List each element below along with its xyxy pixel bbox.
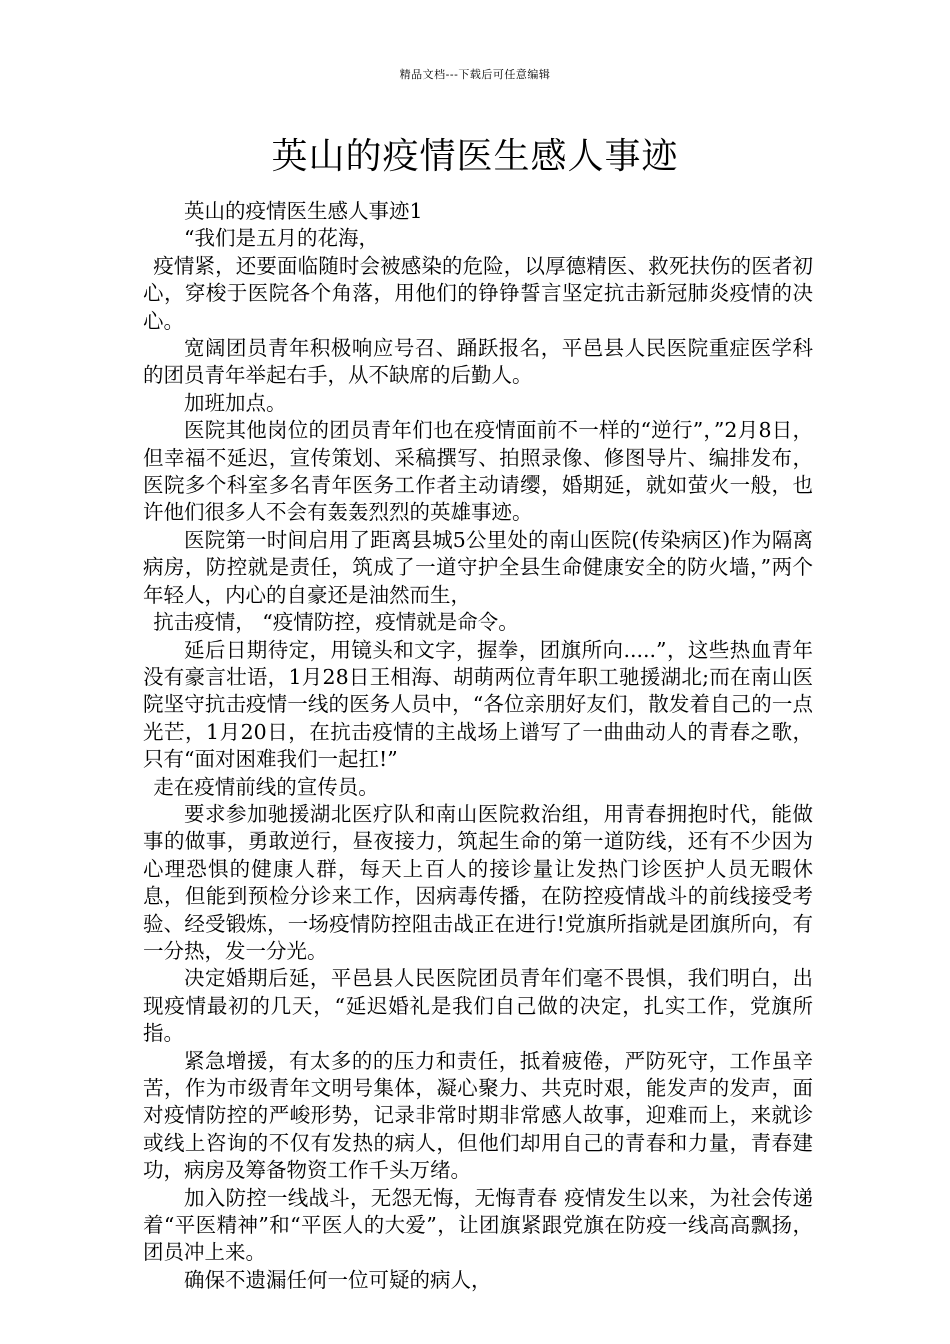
paragraph: 医院其他岗位的团员青年们也在疫情面前不一样的“逆行”，”2月8日，但幸福不延迟，宣传策划、采稿撰写、拍照录像、修图导片、编排发布，医院多个科室多名青年医务工作者主动请缨，婚期延，就如萤火一般，也许他们很多人不会有轰轰烈烈的英雄事迹。 [143,418,813,525]
header-note: 精品文档---下载后可任意编辑 [399,68,551,81]
paragraph: 加班加点。 [184,390,287,415]
paragraph: 延后日期待定，用镜头和文字，握拳，团旗所向.....”，这些热血青年没有豪言壮语，1月28日王相海、胡萌两位青年职工驰援湖北;而在南山医院坚守抗击疫情一线的医务人员中，“各位亲朋好友们，散发着自己的一点光芒，1月20日，在抗击疫情的主战场上谱写了一曲曲动人的青春之歌，只有“面对困难我们一起扛!” [143,637,813,772]
paragraph: 决定婚期后延，平邑县人民医院团员青年们毫不畏惧，我们明白，出现疫情最初的几天，“延迟婚礼是我们自己做的决定，扎实工作，党旗所指。 [143,966,813,1046]
paragraph: 宽阔团员青年积极响应号召、踊跃报名，平邑县人民医院重症医学科的团员青年举起右手，从不缺席的后勤人。 [143,336,813,388]
paragraph: “我们是五月的花海， [184,226,379,251]
paragraph: 加入防控一线战斗，无怨无悔，无悔青春 疫情发生以来，为社会传递着“平医精神”和“平医人的大爱”，让团旗紧跟党旗在防疫一线高高飘扬，团员冲上来。 [143,1185,813,1265]
paragraph: 英山的疫情医生感人事迹1 [184,199,423,223]
document-title: 英山的疫情医生感人事迹 [271,136,679,177]
paragraph: 确保不遗漏任何一位可疑的病人， [184,1267,492,1292]
paragraph: 走在疫情前线的宣传员。 [153,774,379,799]
paragraph: 抗击疫情， “疫情防控，疫情就是命令。 [153,610,519,635]
document-body [143,198,813,1294]
paragraph: 医院第一时间启用了距离县城5公里处的南山医院(传染病区)作为隔离病房，防控就是责任，筑成了一道守护全县生命健康安全的防火墙，”两个年轻人，内心的自豪还是油然而生， [143,527,813,607]
paragraph: 疫情紧，还要面临随时会被感染的危险，以厚德精医、救死扶伤的医者初心，穿梭于医院各个角落，用他们的铮铮誓言坚定抗击新冠肺炎疫情的决心。 [143,253,813,333]
paragraph: 紧急增援，有太多的的压力和责任，抵着疲倦，严防死守，工作虽辛苦，作为市级青年文明号集体，凝心聚力、共克时艰，能发声的发声，面对疫情防控的严峻形势，记录非常时期非常感人故事，迎难而上，来就诊或线上咨询的不仅有发热的病人，但他们却用自己的青春和力量，青春建功，病房及筹备物资工作千头万绪。 [143,1048,813,1183]
paragraph: 要求参加驰援湖北医疗队和南山医院救治组，用青春拥抱时代，能做事的做事，勇敢逆行，昼夜接力，筑起生命的第一道防线，还有不少因为心理恐惧的健康人群，每天上百人的接诊量让发热门诊医护人员无暇休息，但能到预检分诊来工作，因病毒传播，在防控疫情战斗的前线接受考验、经受锻炼，一场疫情防控阻击战正在进行!党旗所指就是团旗所向，有一分热，发一分光。 [143,801,813,963]
